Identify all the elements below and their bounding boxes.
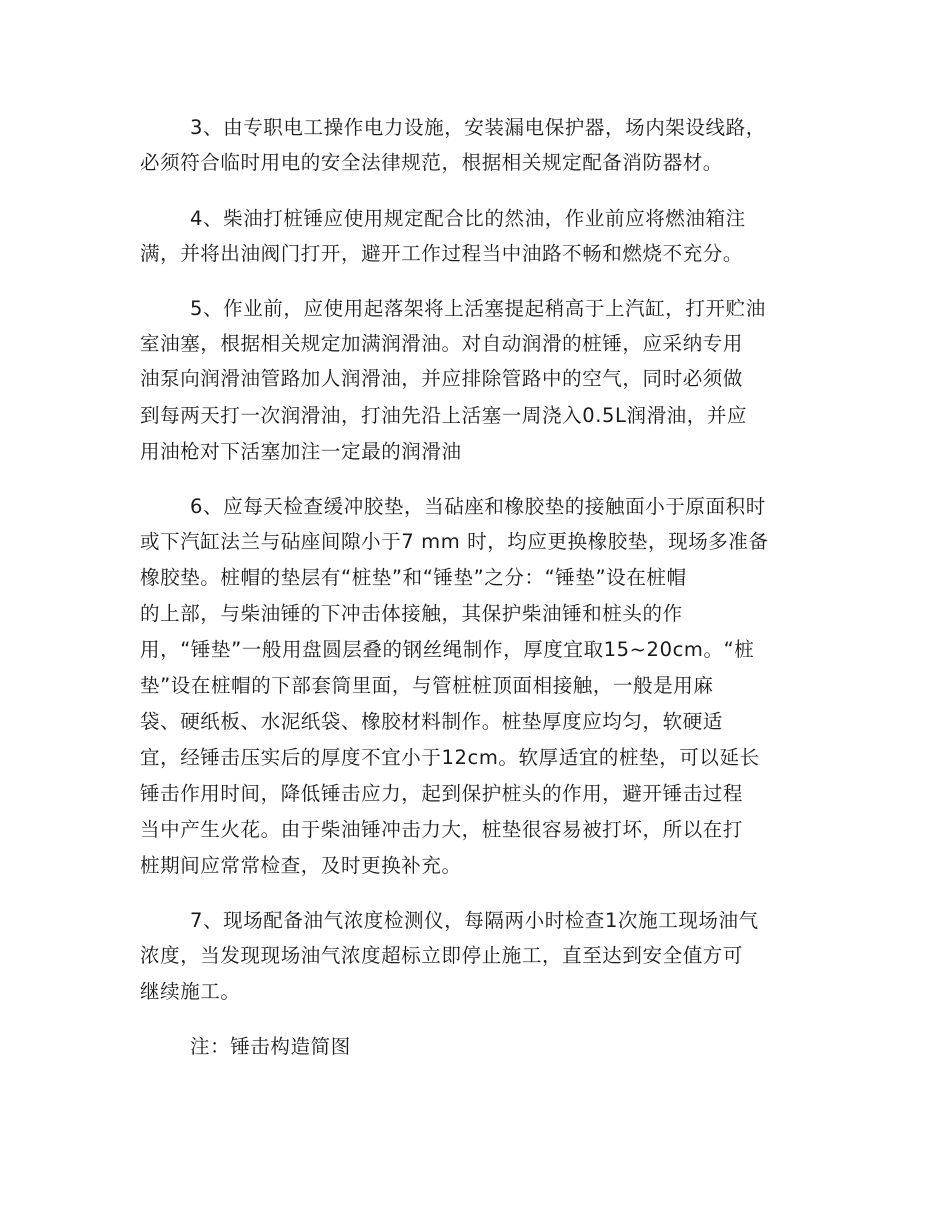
text-line: 3、由专职电工操作电力设施，安装漏电保护器，场内架设线路， [190,116,766,139]
text-line: 继续施工。 [140,980,241,1003]
text-line: 7、现场配备油气浓度检测仪，每隔两小时检查1次施工现场油气 [190,909,759,932]
text-line: 或下汽缸法兰与砧座间隙小于7 mm 时，均应更换橡胶垫，现场多准备 [140,530,769,553]
text-line: 4、柴油打桩锤应使用规定配合比的然油，作业前应将燃油箱注 [190,207,746,230]
text-line: 垫”设在桩帽的下部套筒里面，与管桩桩顶面相接触，一般是用麻 [140,674,714,697]
note-caption: 注：锤击构造简图 [190,1035,351,1058]
text-line: 6、应每天检查缓冲胶垫，当砧座和橡胶垫的接触面小于原面积时 [190,495,766,518]
text-line: 宜，经锤击压实后的厚度不宜小于12cm。软厚适宜的桩垫，可以延长 [140,746,760,769]
text-line: 的上部，与柴油锤的下冲击体接触，其保护柴油锤和桩头的作 [140,602,683,625]
text-line: 浓度，当发现现场油气浓度超标立即停止施工，直至达到安全值方可 [140,944,744,967]
text-line: 用，“锤垫”一般用盘圆层叠的钢丝绳制作，厚度宜取15~20cm。“桩 [140,638,755,661]
text-line: 满，并将出油阀门打开，避开工作过程当中油路不畅和燃烧不充分。 [140,242,744,265]
text-line: 当中产生火花。由于柴油锤冲击力大，桩垫很容易被打坏，所以在打 [140,818,744,841]
text-line: 用油枪对下活塞加注一定最的润滑油 [140,440,462,463]
text-line: 锤击作用时间，降低锤击应力，起到保护桩头的作用，避开锤击过程 [140,782,744,805]
text-line: 到每两天打一次润滑油，打油先沿上活塞一周浇入0.5L润滑油，并应 [140,404,748,427]
text-line: 室油塞，根据相关规定加满润滑油。对自动润滑的桩锤，应采纳专用 [140,332,744,355]
text-line: 5、作业前，应使用起落架将上活塞提起稍高于上汽缸，打开贮油 [190,297,766,320]
text-line: 橡胶垫。桩帽的垫层有“桩垫”和“锤垫”之分：“锤垫”设在桩帽 [140,566,687,589]
text-line: 油泵向润滑油管路加人润滑油，并应排除管路中的空气，同时必须做 [140,367,744,390]
text-line: 桩期间应常常检查，及时更换补充。 [140,854,462,877]
text-line: 必须符合临时用电的安全法律规范，根据相关规定配备消防器材。 [140,151,723,174]
text-line: 袋、硬纸板、水泥纸袋、橡胶材料制作。桩垫厚度应均匀，软硬适 [140,710,723,733]
